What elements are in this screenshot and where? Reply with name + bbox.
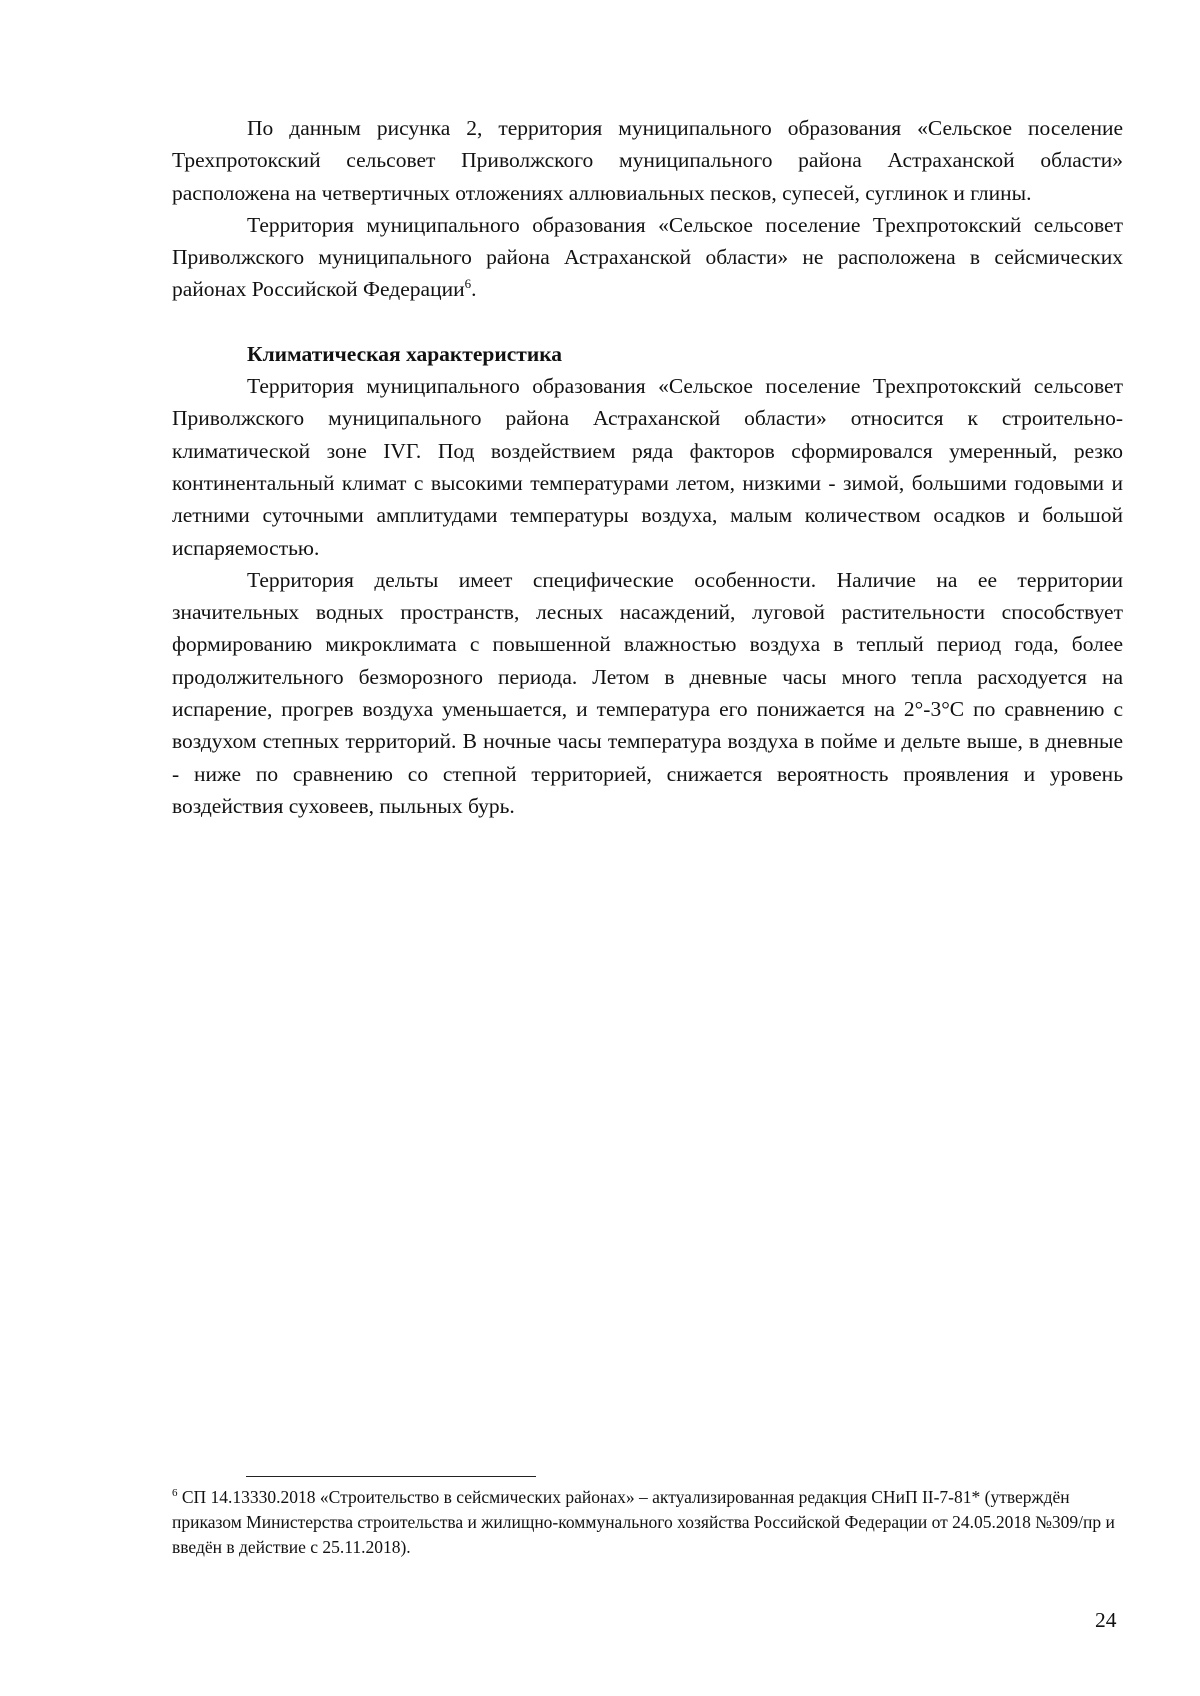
paragraph-seismic-end: .	[471, 277, 477, 302]
footnote	[172, 1485, 1123, 1560]
body-text	[172, 112, 1123, 822]
paragraph-climate-zone: Территория муниципального образования «Сельское поселение Трехпротокский сельсовет Приволжского муниципального района Астраханской области» относится к строительно-климатической зоне IVГ. Под воздействием ряда факторов сформировался умеренный, резко континентальный климат с высокими температурами летом, низкими - зимой, большими годовыми и летними суточными амплитудами температуры воздуха, малым количеством осадков и большой испаряемостью.	[172, 374, 1123, 560]
page-number: 24	[1095, 1608, 1117, 1632]
paragraph-geology: По данным рисунка 2, территория муниципального образования «Сельское поселение Трехпротокский сельсовет Приволжского муниципального района Астраханской области» расположена на четвертичных отложениях аллювиальных песков, супесей, суглинок и глины.	[172, 116, 1123, 205]
footnote-mark: 6	[172, 1487, 178, 1500]
footnote-separator	[246, 1476, 536, 1477]
footnote-text: СП 14.13330.2018 «Строительство в сейсмических районах» – актуализированная редакция СНиП II-7-81* (утверждён приказом Министерства строительства и жилищно-коммунального хозяйства Российской Федерации от 24.05.2018 №309/пр и введён в действие с 25.11.2018).	[172, 1487, 1115, 1557]
paragraph-delta-climate: Территория дельты имеет специфические особенности. Наличие на ее территории значительных водных пространств, лесных насаждений, луговой растительности способствует формированию микроклимата с повышенной влажностью воздуха в теплый период года, более продолжительного безморозного периода. Летом в дневные часы много тепла расходуется на испарение, прогрев воздуха уменьшается, и температура его понижается на 2°-3°С по сравнению с воздухом степных территорий. В ночные часы температура воздуха в пойме и дельте выше, в дневные - ниже по сравнению со степной территорией, снижается вероятность проявления и уровень воздействия суховеев, пыльных бурь.	[172, 567, 1123, 818]
section-heading: Климатическая характеристика	[247, 341, 563, 366]
section-gap	[172, 306, 1123, 338]
footnote-reference: 6	[464, 276, 472, 292]
paragraph-seismic-text: Территория муниципального образования «Сельское поселение Трехпротокский сельсовет Приволжского муниципального района Астраханской области» не расположена в сейсмических районах Российской Федерации	[172, 212, 1123, 302]
paragraph-seismic	[172, 209, 1123, 306]
